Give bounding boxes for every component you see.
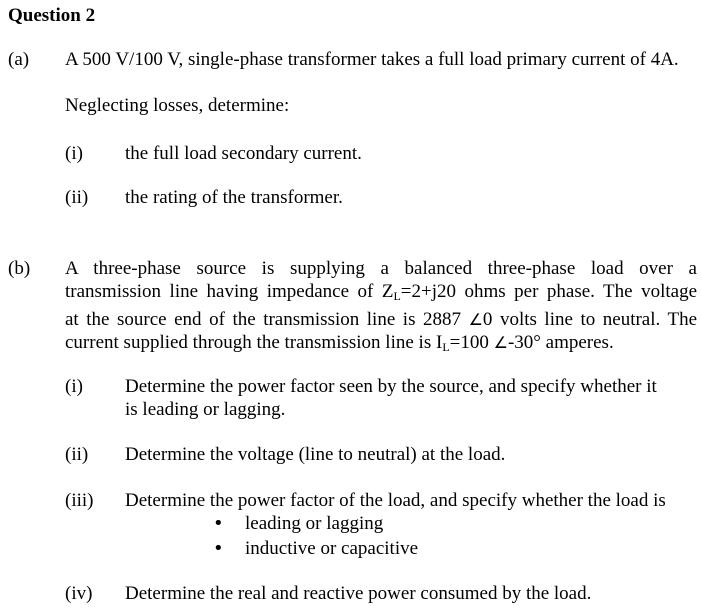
bullet-item: • leading or lagging <box>213 512 418 537</box>
part-b-line-4 <box>65 331 697 359</box>
part-a-i-text: the full load secondary current. <box>125 143 362 164</box>
part-b-i-text <box>125 375 697 421</box>
part-b-i-line-1: Determine the power factor seen by the source, and specify whether it <box>125 376 657 397</box>
part-b-line-4-mid: =100 <box>449 332 494 353</box>
part-b-iv-label: (iv) <box>65 583 93 604</box>
part-a-ii-label: (ii) <box>65 187 89 208</box>
part-b-iv-text: Determine the real and reactive power consumed by the load. <box>125 583 592 604</box>
part-b-line-1: A three-phase source is supplying a balanced three-phase load over a <box>65 258 697 279</box>
angle-symbol: ∠ <box>493 333 508 352</box>
part-b-ii-text: Determine the voltage (line to neutral) at the load. <box>125 444 506 465</box>
bullet-item: • inductive or capacitive <box>213 537 418 562</box>
part-a-statement: A 500 V/100 V, single-phase transformer takes a full load primary current of 4A. <box>65 49 679 70</box>
question-title: Question 2 <box>8 5 96 26</box>
part-b-line-2-post: =2+j20 ohms per phase. The voltage <box>400 281 697 302</box>
impedance-subscript: L <box>393 289 401 303</box>
part-b-line-3-post: 0 volts line to neutral. The <box>482 309 697 330</box>
part-a-label: (a) <box>8 49 30 70</box>
part-b-statement <box>65 257 697 359</box>
part-b-i-line-2: is leading or lagging. <box>125 399 286 420</box>
part-b-line-2 <box>65 280 697 308</box>
part-a-prompt: Neglecting losses, determine: <box>65 95 290 116</box>
part-a-ii-text: the rating of the transformer. <box>125 187 343 208</box>
angle-symbol: ∠ <box>468 310 483 329</box>
part-b-line-3-pre: at the source end of the transmission line is 2887 <box>65 309 469 330</box>
part-b-line-3 <box>65 308 697 331</box>
part-b-line-4-post: -30° amperes. <box>507 332 614 353</box>
part-b-i-label: (i) <box>65 376 83 397</box>
current-subscript: L <box>442 340 450 354</box>
part-b-iii-text: Determine the power factor of the load, and specify whether the load is <box>125 490 666 511</box>
part-b-iii-label: (iii) <box>65 490 94 511</box>
part-b-line-4-pre: current supplied through the transmission line is I <box>65 332 443 353</box>
part-b-label: (b) <box>8 258 31 279</box>
part-b-line-2-pre: transmission line having impedance of Z <box>65 281 394 302</box>
part-b-iii-bullet-list <box>213 512 418 562</box>
part-b-ii-label: (ii) <box>65 444 89 465</box>
part-a-i-label: (i) <box>65 143 83 164</box>
